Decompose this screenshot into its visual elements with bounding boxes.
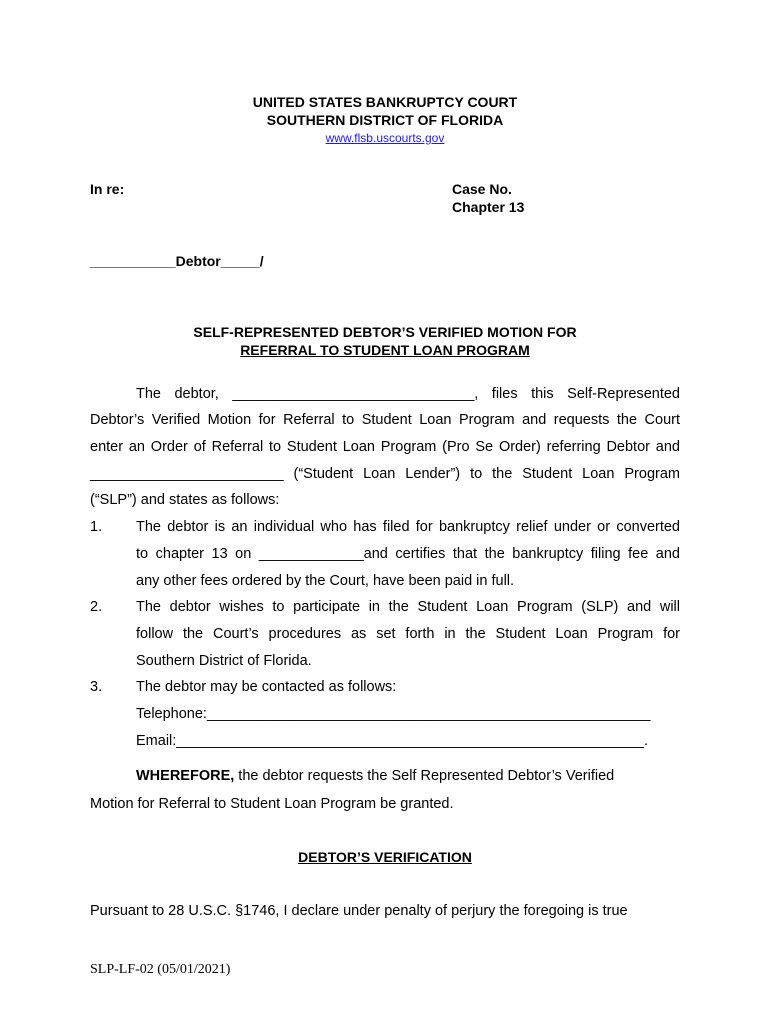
intro-line-2: Debtor’s Verified Motion for Referral to Student Loan Program and requests the Court [90, 412, 680, 428]
intro-line-5: (“SLP”) and states as follows: [90, 492, 280, 508]
wherefore-line-1 [136, 768, 614, 784]
item-number: 1. [90, 519, 103, 535]
district-name: SOUTHERN DISTRICT OF FLORIDA [266, 112, 504, 128]
intro-line-4: ________________________ (“Student Loan Lender”) to the Student Loan Program [90, 466, 680, 482]
item-1-line-2: to chapter 13 on _____________and certifies that the bankruptcy filing fee and [136, 546, 680, 562]
intro-line-1: The debtor, ______________________________, files this Self-Represented [136, 386, 680, 402]
intro-line-3: enter an Order of Referral to Student Loan Program (Pro Se Order) referring Debtor and [90, 439, 680, 455]
item-3-line-1: The debtor may be contacted as follows: [136, 679, 397, 695]
item-1-line-1: The debtor is an individual who has filed for bankruptcy relief under or converted [136, 519, 680, 535]
in-re-label: In re: [90, 181, 125, 197]
wherefore-rest: the debtor requests the Self Represented Debtor’s Verified [234, 768, 615, 784]
item-number: 3. [90, 679, 103, 695]
verification-text: Pursuant to 28 U.S.C. §1746, I declare under penalty of perjury the foregoing is true [90, 903, 628, 919]
item-1-line-3: any other fees ordered by the Court, have been paid in full. [136, 573, 515, 589]
court-website-link[interactable]: www.flsb.uscourts.gov [325, 131, 445, 145]
item-2-line-1: The debtor wishes to participate in the Student Loan Program (SLP) and will [136, 599, 680, 615]
chapter-label: Chapter 13 [452, 199, 525, 215]
wherefore-lead: WHEREFORE, [136, 768, 235, 784]
debtor-line: ___________Debtor_____/ [90, 253, 264, 269]
telephone-field: Telephone:_______________________________________________________ [136, 706, 651, 722]
item-2-line-2: follow the Court’s procedures as set forth in the Student Loan Program for [136, 626, 680, 642]
email-field: Email:__________________________________________________________. [136, 733, 649, 749]
court-name: UNITED STATES BANKRUPTCY COURT [252, 94, 518, 110]
motion-title-line-1: SELF-REPRESENTED DEBTOR’S VERIFIED MOTION FOR [193, 324, 577, 340]
verification-heading: DEBTOR’S VERIFICATION [298, 849, 472, 865]
item-number: 2. [90, 599, 103, 615]
item-2-line-3: Southern District of Florida. [136, 653, 312, 669]
case-no-label: Case No. [452, 181, 512, 197]
wherefore-line-2: Motion for Referral to Student Loan Program be granted. [90, 796, 454, 812]
motion-title-line-2: REFERRAL TO STUDENT LOAN PROGRAM [240, 342, 530, 358]
form-id-footer: SLP-LF-02 (05/01/2021) [90, 962, 231, 977]
